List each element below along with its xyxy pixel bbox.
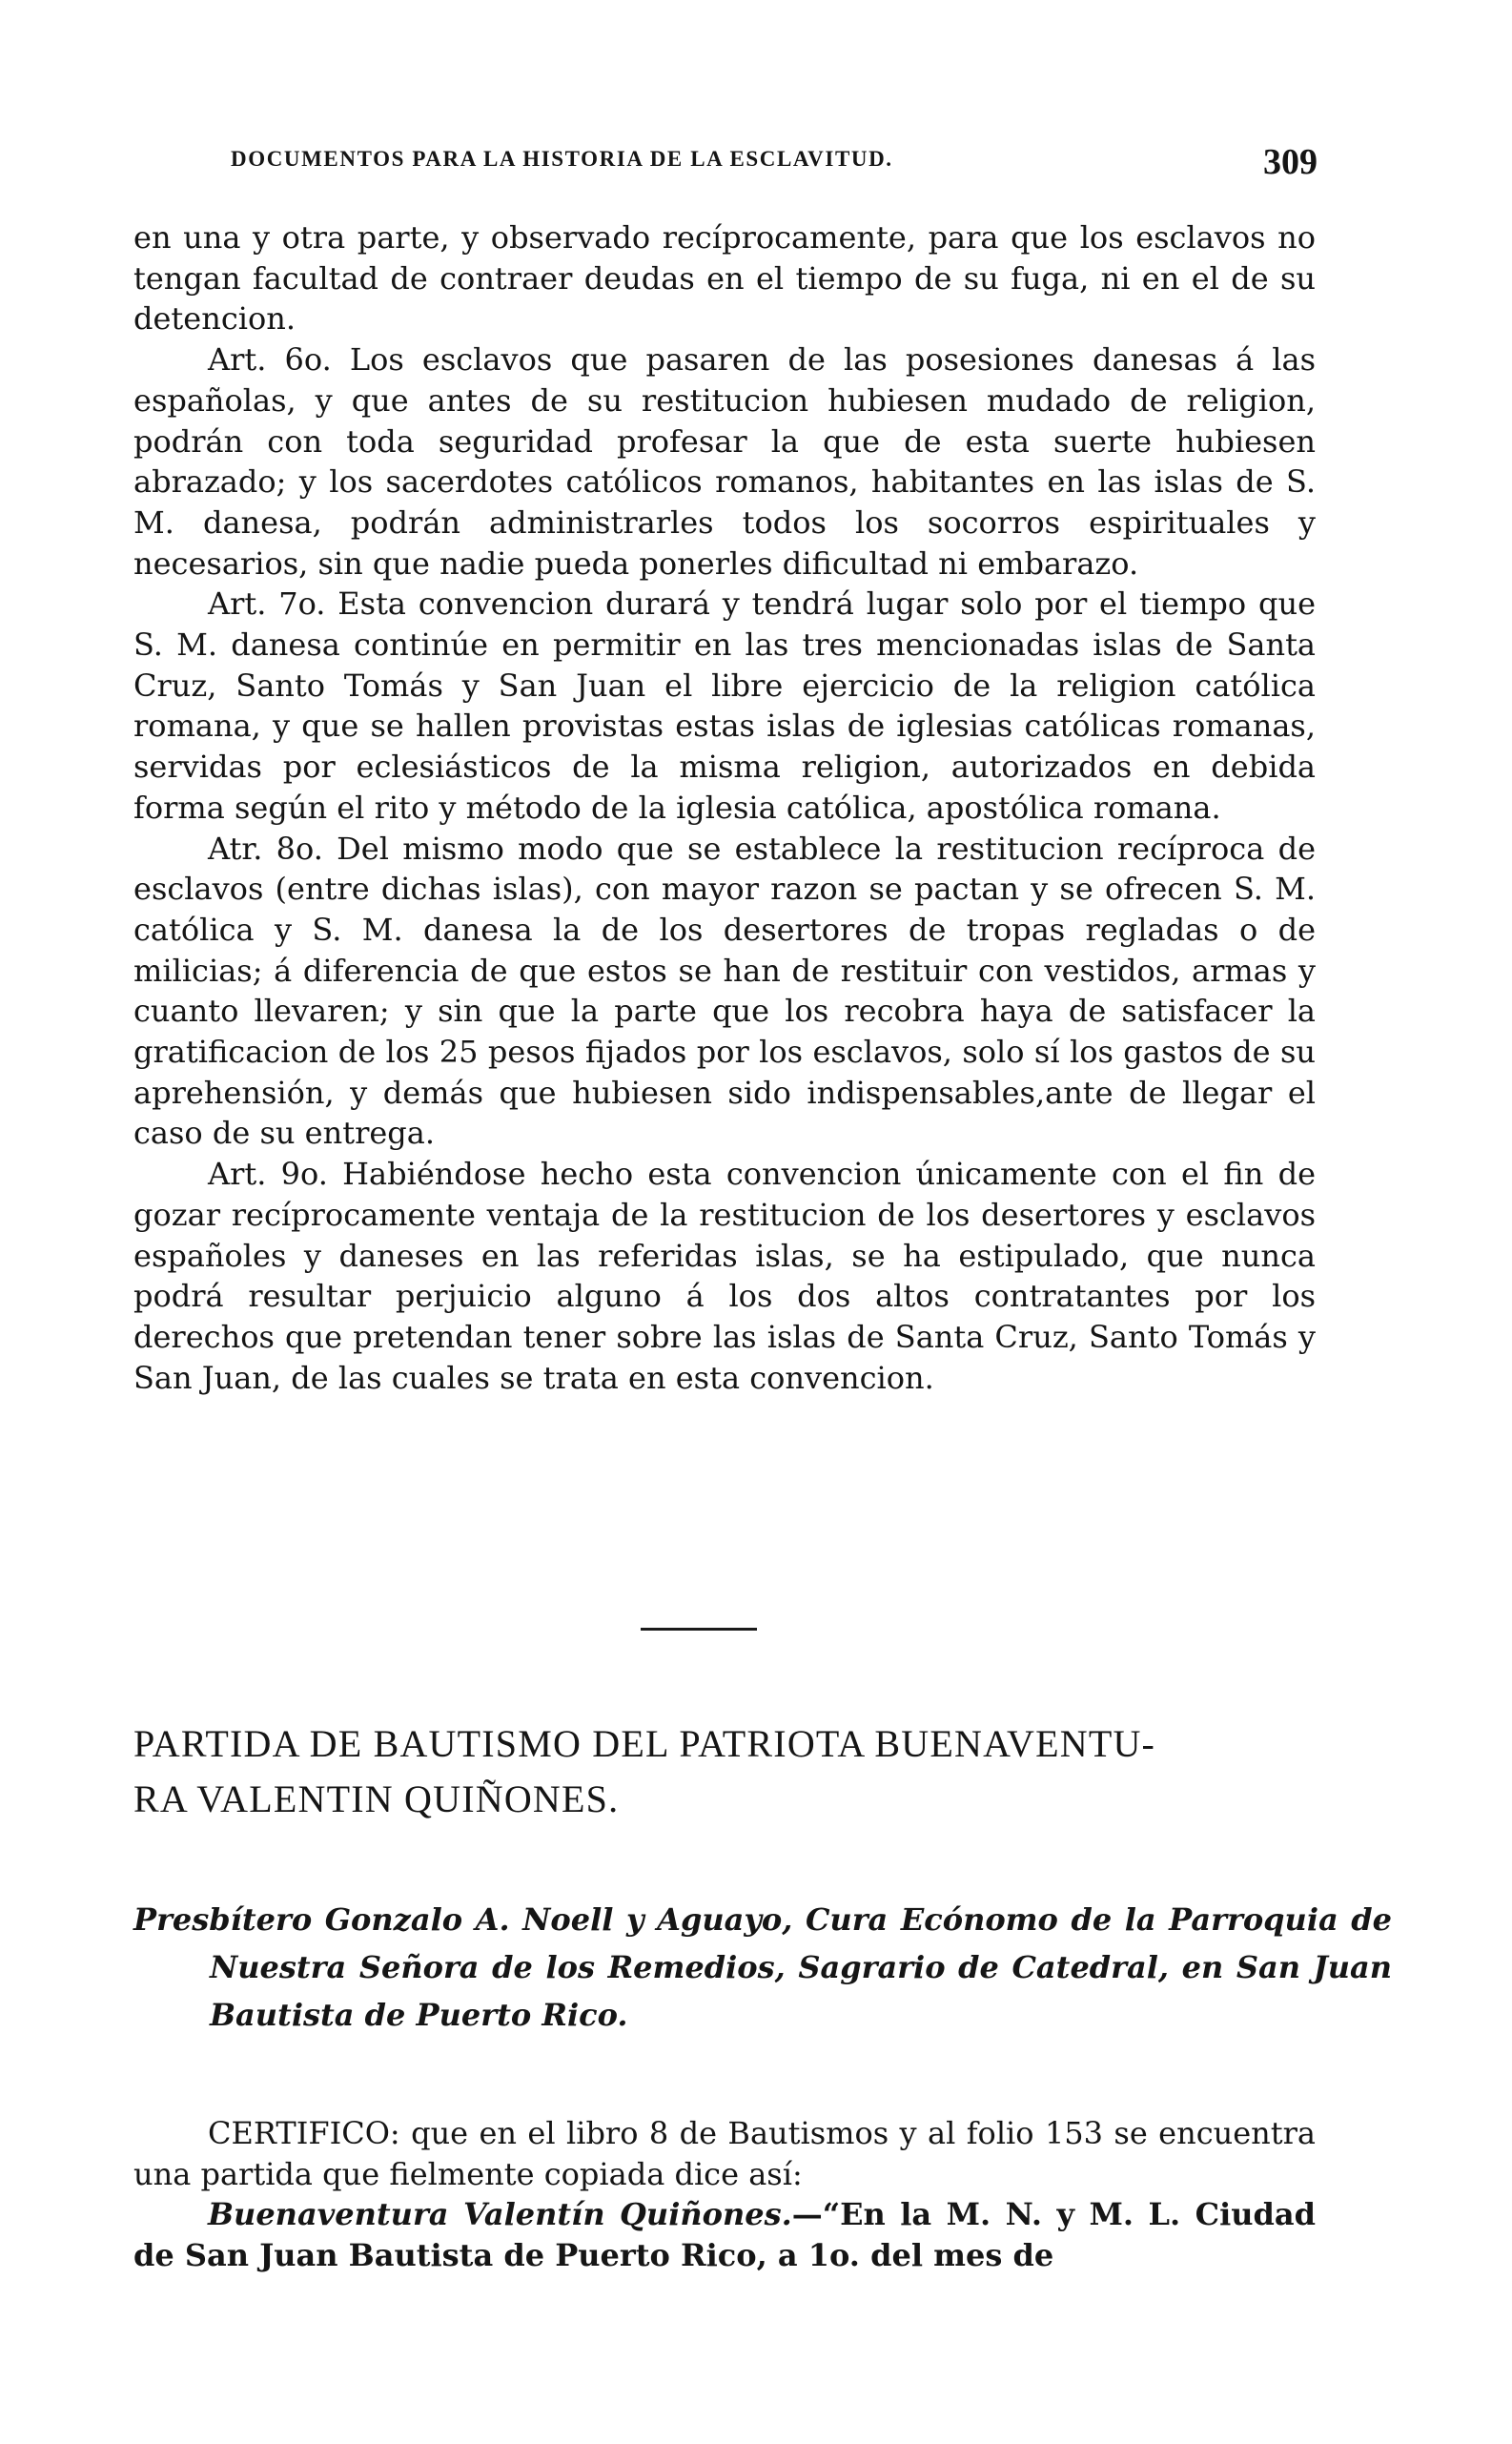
paragraph-article-7: Art. 7o. Esta convencion durará y tendrá lugar solo por el tiempo que S. M. danesa continúe en permitir en las tres mencionadas islas de Santa Cruz, Santo Tomás y San Juan el libre ejercicio de la religion católica romana, y que se hallen provistas estas islas de iglesias católicas romanas, servidas por eclesiásticos de la misma religion, autorizados en debida forma según el rito y método de la iglesia católica, apostólica romana. [133,585,1316,826]
baptism-record-paragraph [133,2194,1316,2275]
certificate-paragraph [133,2113,1316,2194]
section-heading [133,1716,1392,1827]
paragraph-continuation: en una y otra parte, y observado recíprocamente, para que los esclavos no tengan facultad de contraer deudas en el tiempo de su fuga, ni en el de su detencion. [133,219,1316,338]
heading-line-2: RA VALENTIN QUIÑONES. [133,1777,620,1820]
running-header [231,141,1318,182]
heading-line-1: PARTIDA DE BAUTISMO DEL PATRIOTA BUENAVENTU- [133,1722,1156,1765]
paragraph-article-6: Art. 6o. Los esclavos que pasaren de las posesiones danesas á las españolas, y que antes de su restitucion hubiesen mudado de religion, podrán con toda seguridad profesar la que de esta suerte hubiesen abrazado; y los sacerdotes católicos romanos, habitantes en las islas de S. M. danesa, podrán administrarles todos los socorros espirituales y necesarios, sin que nadie pueda ponerles dificultad ni embarazo. [133,341,1316,582]
section-divider [641,1628,757,1631]
certificate-text [133,2113,1316,2276]
certificate-lead: CERTIFICO [208,2115,390,2151]
treaty-articles-text [133,217,1316,1398]
paragraph-article-8: Atr. 8o. Del mismo modo que se establece la restitucion recíproca de esclavos (entre dichas islas), con mayor razon se pactan y se ofrecen S. M. católica y S. M. danesa la de los desertores de tropas regladas o de milicias; á diferencia de que estos se han de restituir con vestidos, armas y cuanto llevaren; y sin que la parte que los recobra haya de satisfacer la gratificacion de los 25 pesos fijados por los esclavos, solo sí los gastos de su aprehensión, y demás que hubiesen sido indispensables,ante de llegar el caso de su entrega. [133,830,1316,1152]
certificate-body: : que en el libro 8 de Bautismos y al folio 153 se encuentra una partida que fielmente copiada dice así: [133,2115,1316,2192]
page-number: 309 [1263,142,1318,182]
paragraph-article-9: Art. 9o. Habiéndose hecho esta convencion únicamente con el fin de gozar recíprocamente ventaja de la restitucion de los desertores y esclavos españoles y daneses en las referidas islas, se ha estipulado, que nunca podrá resultar perjuicio alguno á los dos altos contratantes por los derechos que pretendan tener sobre las islas de Santa Cruz, Santo Tomás y San Juan, de las cuales se trata en esta convencion. [133,1156,1316,1396]
baptized-name: Buenaventura Valentín Quiñones. [208,2196,792,2233]
running-title: DOCUMENTOS PARA LA HISTORIA DE LA ESCLAVITUD. [231,147,893,171]
baptism-record-quote: —“En la M. N. y M. L. Ciudad de San Juan Bautista de Puerto Rico, a 1o. del mes de [133,2196,1317,2274]
priest-subheading: Presbítero Gonzalo A. Noell y Aguayo, Cura Ecónomo de la Parroquia de Nuestra Señora de los Remedios, Sagrario de Catedral, en San Juan Bautista de Puerto Rico. [133,1901,1392,2033]
